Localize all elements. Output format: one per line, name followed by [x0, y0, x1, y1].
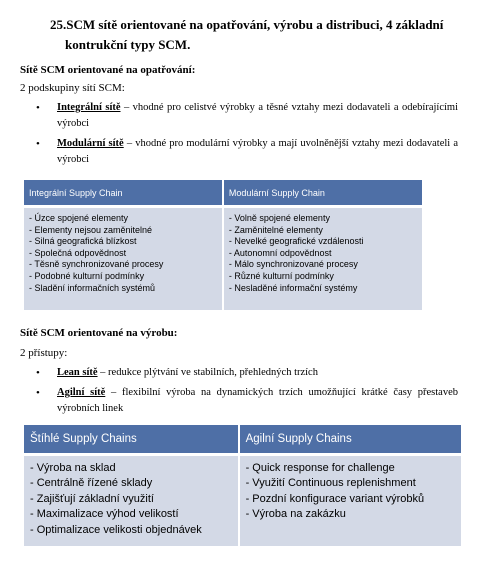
document-heading	[27, 15, 457, 55]
table-cell	[24, 455, 239, 547]
table-header: Agilní Supply Chains	[239, 425, 461, 455]
supply-chain-table-1	[24, 180, 422, 310]
section2-bullet-list	[20, 365, 458, 421]
list-item: - Zajišťují základní využití	[30, 492, 154, 505]
bullet-term: Lean sítě	[57, 367, 98, 378]
list-item: - Podobné kulturní podmínky	[29, 270, 145, 281]
bullet-icon: •	[36, 367, 40, 379]
list-item	[20, 136, 458, 168]
heading-line-2: kontrukční typy SCM.	[65, 37, 191, 52]
section1-bullet-list	[20, 100, 458, 172]
bullet-term: Modulární sítě	[57, 138, 124, 149]
list-item: - Výroba na zakázku	[245, 508, 346, 521]
list-item: - Maximalizace výhod velikostí	[30, 508, 179, 521]
section2-subtitle: 2 přístupy:	[20, 347, 68, 359]
section1-subtitle: 2 podskupiny sítí SCM:	[20, 82, 125, 94]
table-header: Modulární Supply Chain	[223, 180, 422, 207]
table-header: Štíhlé Supply Chains	[24, 425, 239, 455]
list-item: - Výroba na sklad	[30, 462, 116, 474]
list-item: - Elementy nejsou zaměnitelné	[29, 224, 153, 235]
table-cell	[223, 207, 422, 311]
bullet-text: – vhodné pro celistvé výrobky a těsné vztahy mezi dodavateli a odebírajícími výrobci	[57, 102, 458, 129]
bullet-text: – vhodné pro modulární výrobky a mají uvolněnější vztahy mezi dodavateli a výrobci	[57, 138, 458, 165]
list-item: - Nevelké geografické vzdálenosti	[228, 236, 364, 247]
list-item: - Volně spojené elementy	[228, 213, 330, 223]
list-item	[20, 365, 458, 381]
bullet-text: – redukce plýtvání ve stabilních, přehledných trzích	[97, 367, 318, 378]
heading-line-1: 25.SCM sítě orientované na opatřování, výrobu a distribuci, 4 základní	[50, 17, 444, 32]
table-cell	[239, 455, 461, 547]
table-cell	[24, 207, 223, 311]
list-item: - Optimalizace velikosti objednávek	[30, 523, 202, 536]
list-item: - Úzce spojené elementy	[29, 213, 129, 223]
bullet-text: – flexibilní výroba na dynamických trzích umožňující krátké časy přestaveb výrobních linek	[57, 387, 458, 414]
section1-title: Sítě SCM orientované na opatřování:	[20, 64, 196, 76]
list-item: - Těsně synchronizované procesy	[29, 259, 164, 270]
bullet-icon: •	[36, 102, 40, 114]
list-item: - Autonomní odpovědnost	[228, 247, 332, 258]
list-item: - Sladění informačních systémů	[29, 282, 156, 293]
bullet-term: Agilní sítě	[57, 387, 106, 398]
bullet-term: Integrální sítě	[57, 102, 121, 113]
list-item: - Centrálně řízené sklady	[30, 477, 153, 490]
list-item	[20, 100, 458, 132]
section2-title: Sítě SCM orientované na výrobu:	[20, 327, 178, 339]
table-header: Integrální Supply Chain	[24, 180, 223, 207]
supply-chain-table-2	[24, 425, 461, 546]
bullet-icon: •	[36, 387, 40, 399]
list-item: - Quick response for challenge	[245, 462, 395, 474]
list-item: - Pozdní konfigurace variant výrobků	[245, 492, 425, 505]
list-item: - Nesladěné informační systémy	[228, 282, 358, 293]
list-item: - Využití Continuous replenishment	[245, 477, 416, 490]
list-item: - Silná geografická blízkost	[29, 236, 137, 247]
list-item: - Různé kulturní podmínky	[228, 270, 334, 281]
list-item	[20, 385, 458, 417]
list-item: - Společná odpovědnost	[29, 247, 127, 258]
list-item: - Zaměnitelné elementy	[228, 224, 323, 235]
list-item: - Málo synchronizované procesy	[228, 259, 358, 270]
bullet-icon: •	[36, 138, 40, 150]
